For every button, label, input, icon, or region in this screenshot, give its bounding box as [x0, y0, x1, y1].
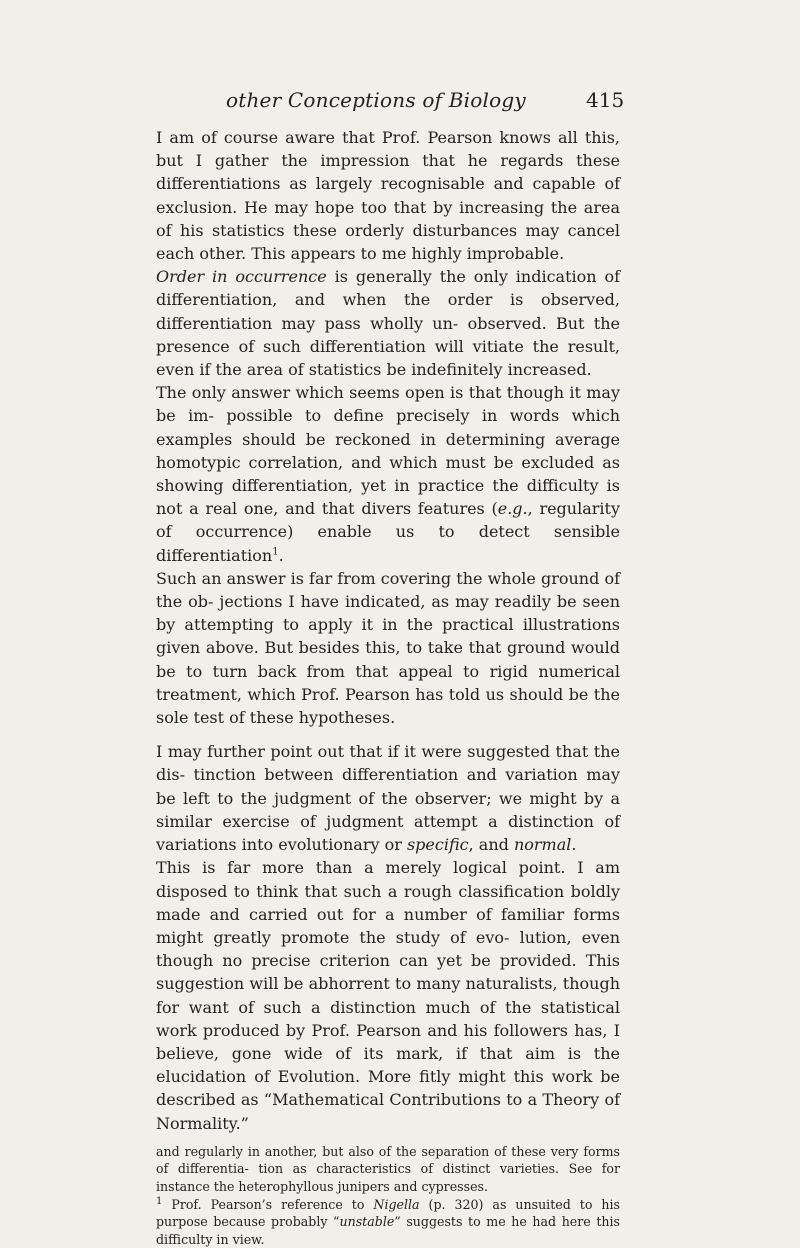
- emphasis-order-in-occurrence: Order in occurrence: [156, 267, 327, 287]
- emphasis-normal: normal: [513, 835, 572, 855]
- emphasis-specific: specific: [406, 835, 469, 855]
- paragraph-3-end: .: [278, 545, 284, 565]
- paragraph-5-end: .: [571, 835, 577, 855]
- footnote-ref-1: 1: [272, 546, 279, 558]
- paragraph-3-text-b: , regularity of occurrence) enable us to detect sensible differentiation: [156, 499, 620, 565]
- paragraph-2-text: is generally the only indication of differentiation, and when the order is observed, differentiation may pass wholly un- observed. But the presence of such differentiation will vitiate the result, even if the area of statistics be indefinitely increased.: [156, 267, 621, 380]
- footnote-1: [156, 1196, 620, 1248]
- emphasis-eg: e.g.: [497, 499, 528, 519]
- paragraph-1: I am of course aware that Prof. Pearson knows all this, but I gather the impression that he regards these differentiations as largely recognisable and capable of exclusion. He may hope too that by increasing the area of his statistics these orderly disturbances may cancel each other. This appears to me highly improbable.: [156, 128, 620, 264]
- running-header: [0, 88, 800, 122]
- footnote-1-marker: 1: [156, 1195, 163, 1207]
- paragraph-3: [156, 381, 620, 567]
- emphasis-unstable: unstable: [339, 1214, 395, 1230]
- paragraph-6: This is far more than a merely logical point. I am disposed to think that such a rough classification boldly made and carried out for a number of familiar forms might greatly promote the study of evo- lution, even though no precise criterion can yet be provided. This suggestion will be abhorrent to many naturalists, though for want of such a distinction much of the statistical work produced by Prof. Pearson and his followers has, I believe, gone wide of its mark, if that aim is the elucidation of Evolution. More fitly might this work be described as “Mathematical Contributions to a Theory of Normality.”: [156, 858, 620, 1133]
- footnote-continued: and regularly in another, but also of the separation of these very forms of differentia- tion as characteristics of distinct varieties. See for instance the heterophyllous junipers and cypresses.: [156, 1143, 620, 1194]
- emphasis-nigella: Nigella: [373, 1196, 420, 1212]
- page-number: 415: [586, 88, 625, 112]
- paragraph-5: [156, 740, 620, 856]
- footnote-1-text-a: Prof. Pearson’s reference to: [162, 1196, 374, 1212]
- paragraph-4: Such an answer is far from covering the whole ground of the ob- jections I have indicated, as may readily be seen by attempting to apply it in the practical illustrations given above. But besides this, to take that ground would be to turn back from that appeal to rigid numerical treatment, which Prof. Pearson has told us should be the sole test of these hypotheses.: [156, 568, 620, 728]
- paragraph-3-text-a: The only answer which seems open is that though it may be im- possible to define precisely in words which examples should be reckoned in determining average homotypic correlation, and which must be excluded as showing differentiation, yet in practice the difficulty is not a real one, and that divers features (: [156, 383, 620, 519]
- page-body: [156, 126, 620, 1248]
- footnote-1-text-c: ” suggests to me he had here this difficulty in view.: [156, 1214, 620, 1247]
- running-title: other Conceptions of Biology: [226, 88, 526, 112]
- paragraph-2: [156, 265, 620, 381]
- paragraph-5-text-b: , and: [468, 835, 514, 855]
- footnote-1-text-b: (p. 320) as unsuited to his purpose because probably “: [156, 1196, 620, 1230]
- paragraph-5-text-a: I may further point out that if it were suggested that the dis- tinction between differentiation and variation may be left to the judgment of the observer; we might by a similar exercise of judgment attempt a distinction of variations into evolutionary or: [156, 742, 620, 855]
- footnotes: [156, 1143, 620, 1248]
